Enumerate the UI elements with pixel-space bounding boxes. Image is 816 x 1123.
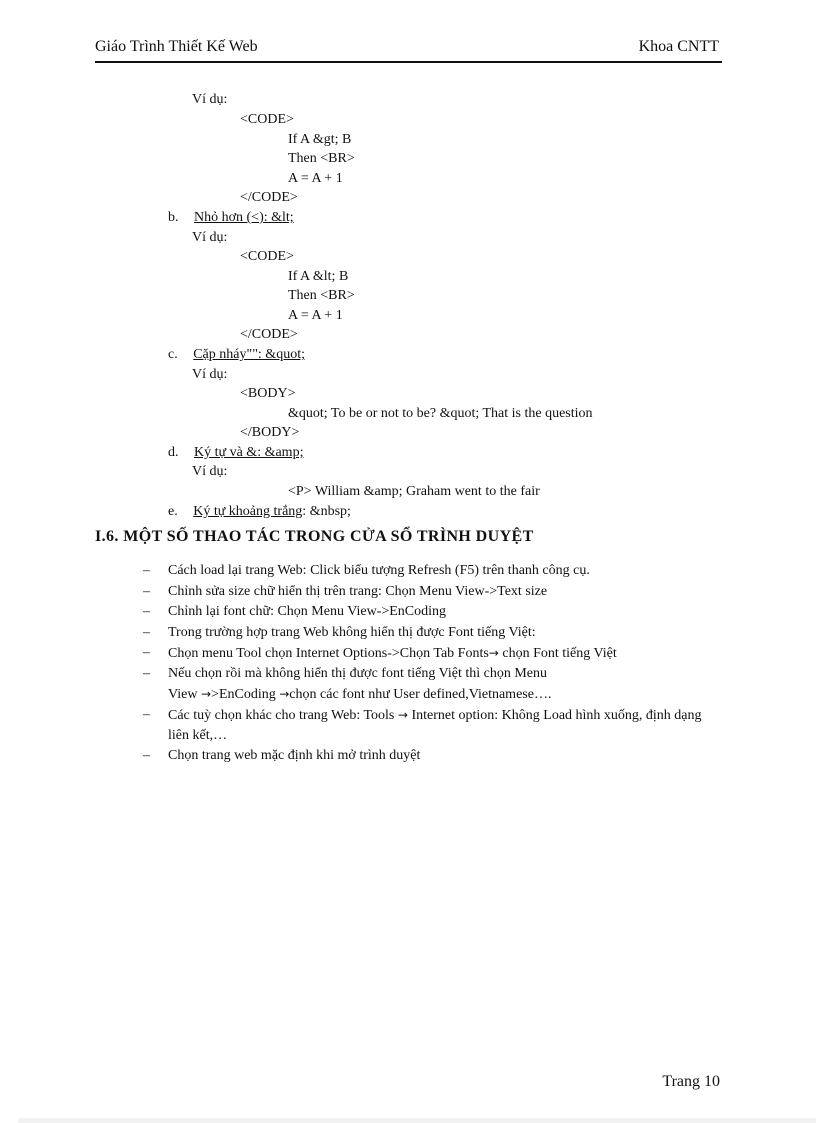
item-letter: e. bbox=[168, 504, 178, 519]
bullet-item bbox=[143, 746, 723, 766]
code-line: Then <BR> bbox=[288, 151, 355, 166]
bullet-text bbox=[168, 664, 723, 705]
example-label: Ví dụ: bbox=[192, 464, 228, 479]
bullet-text bbox=[168, 705, 723, 746]
arrow-right-icon: → bbox=[200, 687, 212, 701]
bullet-item bbox=[143, 602, 723, 622]
bullet-text bbox=[168, 643, 723, 664]
code-line: <CODE> bbox=[240, 112, 294, 127]
bullet-text-part: Internet option: Không Load hình xuống, định dạng liên kết,… bbox=[168, 708, 702, 743]
code-line: <BODY> bbox=[240, 386, 296, 401]
item-heading: Nhỏ hơn (<): &lt; bbox=[194, 210, 294, 225]
dash-icon: – bbox=[143, 563, 150, 578]
bullet-text: Chọn trang web mặc định khi mở trình duyệt bbox=[168, 748, 421, 763]
code-line: A = A + 1 bbox=[288, 308, 343, 323]
bullet-item bbox=[143, 623, 723, 643]
arrow-right-icon: → bbox=[279, 687, 290, 701]
bullet-text-part: >EnCoding bbox=[211, 687, 280, 702]
item-heading: Ký tự khoảng trắng bbox=[193, 504, 303, 519]
item-letter: b. bbox=[168, 210, 179, 225]
list-item-c bbox=[168, 346, 305, 364]
bullet-item bbox=[143, 705, 723, 746]
bullet-item bbox=[143, 582, 723, 602]
code-line: </CODE> bbox=[240, 327, 298, 342]
code-line: <CODE> bbox=[240, 249, 294, 264]
dash-icon: – bbox=[143, 625, 150, 640]
item-suffix: : &nbsp; bbox=[302, 504, 351, 519]
header-title: Giáo Trình Thiết Kế Web bbox=[95, 38, 258, 55]
list-item-d bbox=[168, 444, 303, 462]
code-line: If A &gt; B bbox=[288, 132, 352, 147]
bullet-text-part: Chọn menu Tool chọn Internet Options->Chọn Tab Fonts bbox=[168, 646, 489, 661]
bullet-text: Trong trường hợp trang Web không hiển thị được Font tiếng Việt: bbox=[168, 625, 536, 640]
bullet-text: Chỉnh lại font chữ: Chọn Menu View->EnCoding bbox=[168, 604, 447, 619]
section-heading: I.6. MỘT SỐ THAO TÁC TRONG CỬA SỔ TRÌNH DUYỆT bbox=[95, 528, 534, 545]
dash-icon: – bbox=[143, 666, 150, 681]
example-label: Ví dụ: bbox=[192, 367, 228, 382]
header-rule bbox=[95, 61, 722, 63]
bullet-item bbox=[143, 561, 723, 581]
item-heading: Ký tự và &: &amp; bbox=[194, 445, 304, 460]
bullet-text-part: View bbox=[168, 687, 201, 702]
arrow-right-icon: → bbox=[488, 646, 499, 660]
bullet-item bbox=[143, 664, 723, 705]
bullet-text: Cách load lại trang Web: Click biểu tượng Refresh (F5) trên thanh công cụ. bbox=[168, 563, 590, 578]
arrow-right-icon: → bbox=[397, 708, 408, 722]
code-line: </BODY> bbox=[240, 425, 300, 440]
dash-icon: – bbox=[143, 645, 150, 660]
item-heading: Cặp nháy"": &quot; bbox=[193, 347, 305, 362]
code-line: </CODE> bbox=[240, 190, 298, 205]
bullet-text-part: chọn các font như User defined,Vietnamese…. bbox=[289, 687, 552, 702]
item-letter: d. bbox=[168, 445, 179, 460]
item-letter: c. bbox=[168, 347, 178, 362]
example-label: Ví dụ: bbox=[192, 230, 228, 245]
bullet-text-part: Nếu chọn rồi mà không hiển thị được font tiếng Việt thì chọn Menu bbox=[168, 666, 547, 681]
page-bottom-edge bbox=[18, 1118, 816, 1123]
bullet-text-part: Các tuỳ chọn khác cho trang Web: Tools bbox=[168, 708, 398, 723]
dash-icon: – bbox=[143, 748, 150, 763]
dash-icon: – bbox=[143, 604, 150, 619]
header-department: Khoa CNTT bbox=[638, 38, 719, 55]
code-line: If A &lt; B bbox=[288, 269, 349, 284]
example-label: Ví dụ: bbox=[192, 92, 228, 107]
page-number: Trang 10 bbox=[662, 1073, 720, 1090]
dash-icon: – bbox=[143, 584, 150, 599]
code-line: Then <BR> bbox=[288, 288, 355, 303]
list-item-e bbox=[168, 503, 351, 521]
dash-icon: – bbox=[143, 707, 150, 722]
code-line: <P> William &amp; Graham went to the fair bbox=[288, 484, 540, 499]
bullet-item bbox=[143, 643, 723, 664]
bullet-text: Chỉnh sửa size chữ hiển thị trên trang: Chọn Menu View->Text size bbox=[168, 584, 548, 599]
code-line: &quot; To be or not to be? &quot; That is the question bbox=[288, 406, 593, 421]
code-line: A = A + 1 bbox=[288, 171, 343, 186]
bullet-text-part: chọn Font tiếng Việt bbox=[502, 646, 617, 661]
list-item-b bbox=[168, 209, 294, 227]
